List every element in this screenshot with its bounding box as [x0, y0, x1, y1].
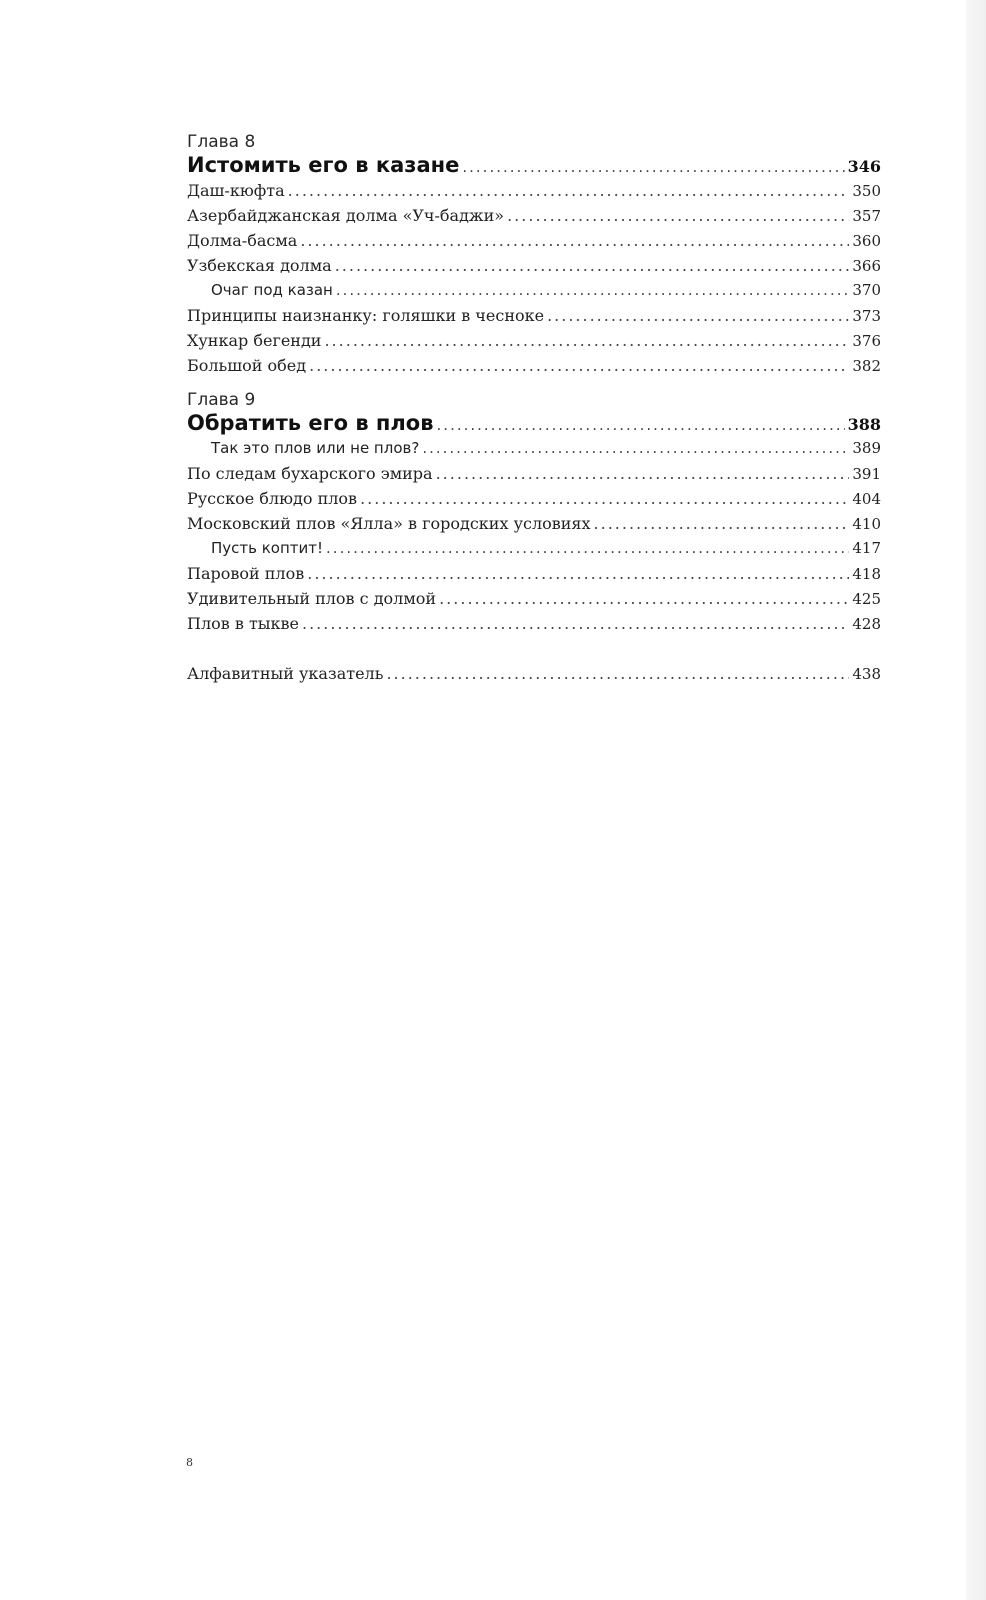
folio-page-number: 8: [186, 1456, 193, 1469]
dot-leader: [462, 154, 844, 180]
toc-entry: [187, 253, 881, 278]
toc-entry: [187, 511, 881, 536]
entry-title: Узбекская долма: [187, 256, 332, 275]
dot-leader: [300, 228, 849, 253]
page-number: 350: [852, 182, 881, 200]
toc-subentry: [187, 278, 881, 303]
page-number: 425: [852, 590, 881, 608]
dot-leader: [386, 661, 849, 686]
dot-leader: [302, 611, 849, 636]
chapter-heading: [187, 410, 881, 436]
entry-title: Даш-кюфта: [187, 181, 285, 200]
page-number: 360: [852, 232, 881, 250]
entry-title: Плов в тыкве: [187, 614, 299, 633]
toc-entry: [187, 461, 881, 486]
entry-title: Долма-басма: [187, 231, 298, 250]
dot-leader: [422, 436, 849, 461]
chapter-title: Истомить его в казане: [187, 153, 460, 177]
toc-entry: [187, 303, 881, 328]
dot-leader: [326, 536, 849, 561]
entry-title: Алфавитный указатель: [187, 664, 384, 683]
page-number: 417: [852, 539, 881, 557]
chapter-title: Обратить его в плов: [187, 411, 434, 435]
chapter-section: [187, 390, 881, 636]
page-number: 382: [852, 357, 881, 375]
dot-leader: [436, 461, 850, 486]
toc-entry: [187, 328, 881, 353]
dot-leader: [439, 586, 849, 611]
toc-subentry: [187, 436, 881, 461]
entry-title: Московский плов «Ялла» в городских условиях: [187, 514, 591, 533]
entry-title: Русское блюдо плов: [187, 489, 358, 508]
entry-title: Азербайджанская долма «Уч-баджи»: [187, 206, 505, 225]
page-number: 388: [847, 415, 881, 434]
entry-title: Удивительный плов с долмой: [187, 589, 437, 608]
page-number: 357: [852, 207, 881, 225]
page-number: 376: [852, 332, 881, 350]
toc-subentry: [187, 536, 881, 561]
page-number: 389: [852, 439, 881, 457]
page-number: 370: [852, 281, 881, 299]
dot-leader: [594, 511, 850, 536]
entry-title: Хункар бегенди: [187, 331, 322, 350]
entry-title: Принципы наизнанку: голяшки в чесноке: [187, 306, 545, 325]
toc-entry: [187, 561, 881, 586]
dot-leader: [437, 412, 845, 438]
entry-title: Пусть коптит!: [211, 539, 324, 557]
toc-entry: [187, 178, 881, 203]
entry-title: По следам бухарского эмира: [187, 464, 433, 483]
dot-leader: [507, 203, 849, 228]
entry-title: Паровой плов: [187, 564, 305, 583]
toc-entry: [187, 353, 881, 378]
page-number: 404: [852, 490, 881, 508]
section-spacer: [187, 636, 881, 661]
toc-entry: [187, 486, 881, 511]
dot-leader: [335, 253, 850, 278]
page-number: 366: [852, 257, 881, 275]
section-spacer: [187, 378, 881, 390]
page-number: 346: [847, 157, 881, 176]
page-number: 410: [852, 515, 881, 533]
chapter-label: Глава 8: [187, 132, 256, 152]
dot-leader: [324, 328, 849, 353]
chapter-section: [187, 132, 881, 378]
dot-leader: [307, 561, 849, 586]
table-of-contents: [187, 132, 881, 686]
dot-leader: [288, 178, 850, 203]
entry-title: Так это плов или не плов?: [211, 439, 420, 457]
page-number: 418: [852, 565, 881, 583]
toc-entry: [187, 611, 881, 636]
page-number: 428: [852, 615, 881, 633]
entry-title: Большой обед: [187, 356, 307, 375]
page-number: 438: [852, 665, 881, 683]
dot-leader: [309, 353, 849, 378]
toc-entry: [187, 228, 881, 253]
entry-title: Очаг под казан: [211, 281, 333, 299]
chapter-heading: [187, 152, 881, 178]
chapter-label: Глава 9: [187, 390, 256, 410]
toc-entry: [187, 586, 881, 611]
page-edge-shadow: [966, 0, 986, 1600]
page-number: 373: [852, 307, 881, 325]
dot-leader: [547, 303, 849, 328]
dot-leader: [360, 486, 849, 511]
page-number: 391: [852, 465, 881, 483]
dot-leader: [336, 278, 849, 303]
index-entry: [187, 661, 881, 686]
toc-entry: [187, 203, 881, 228]
